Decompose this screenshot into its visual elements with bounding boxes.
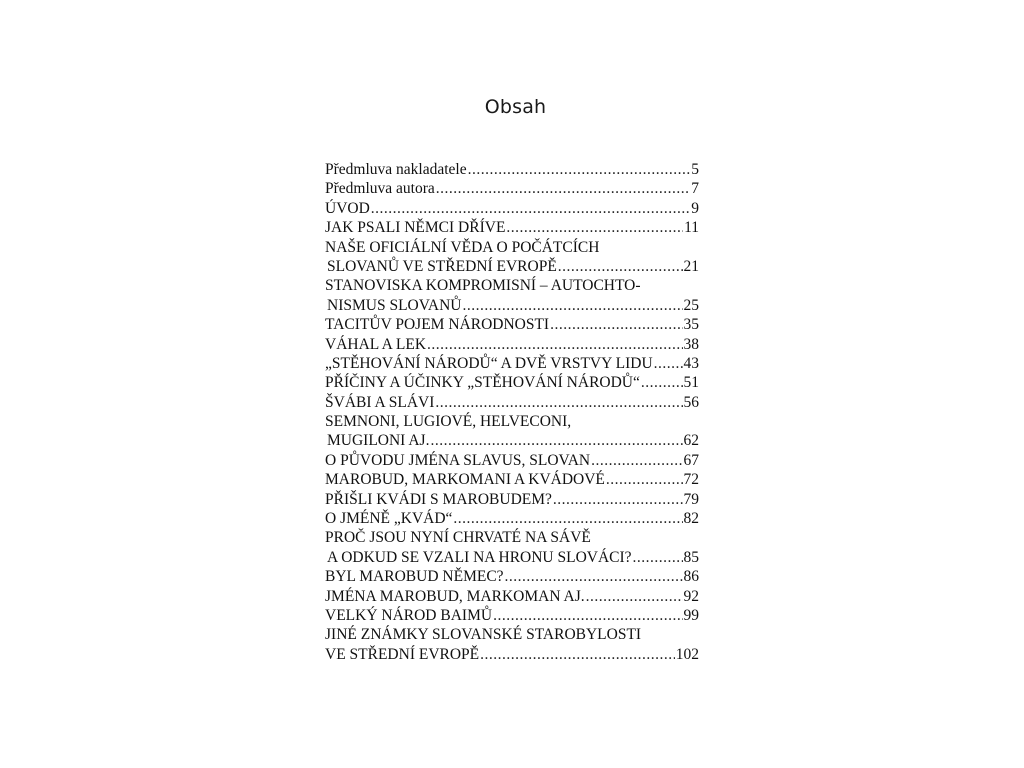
toc-entry-title: Předmluva nakladatele	[325, 161, 467, 178]
dot-leader	[493, 606, 682, 625]
dot-leader	[453, 509, 682, 528]
toc-entry-page: 43	[683, 354, 699, 372]
dot-leader	[468, 160, 691, 179]
toc-entry-page: 51	[683, 374, 699, 392]
toc-entry	[325, 509, 699, 528]
toc-entry	[325, 296, 699, 315]
page-title: Obsah	[484, 96, 547, 118]
toc-entry	[325, 606, 699, 625]
table-of-contents	[325, 160, 699, 664]
toc-entry-page: 38	[683, 335, 699, 353]
dot-leader	[606, 470, 683, 489]
toc-entry-title: NISMUS SLOVANŮ	[327, 296, 462, 314]
toc-entry-page: 7	[691, 180, 699, 198]
toc-entry	[325, 315, 699, 334]
dot-leader	[586, 587, 683, 606]
toc-entry-page: 35	[683, 316, 699, 334]
dot-leader	[506, 218, 683, 237]
toc-entry-page: 86	[683, 568, 699, 586]
toc-entry-title: VE STŘEDNÍ EVROPĚ	[325, 645, 480, 663]
toc-entry-title: VELKÝ NÁROD BAIMŮ	[325, 606, 493, 624]
toc-entry-page: 56	[683, 393, 699, 411]
toc-entry	[325, 431, 699, 450]
dot-leader	[550, 315, 682, 334]
toc-entry-title: PŘÍČINY A ÚČINKY „STĚHOVÁNÍ NÁRODŮ“	[325, 374, 640, 392]
dot-leader	[427, 335, 682, 354]
toc-entry-title: A ODKUD SE VZALI NA HRONU SLOVÁCI?	[327, 548, 632, 566]
toc-entry	[325, 625, 699, 644]
toc-entry	[325, 470, 699, 489]
toc-entry	[325, 645, 699, 664]
toc-entry	[325, 238, 699, 257]
toc-entry-title: VÁHAL A LEK	[325, 335, 427, 353]
toc-entry	[325, 354, 699, 373]
toc-entry-title: Předmluva autora	[325, 180, 435, 198]
toc-entry-page: 85	[683, 548, 699, 566]
toc-entry	[325, 528, 699, 547]
toc-entry	[325, 257, 699, 276]
dot-leader	[436, 179, 690, 198]
toc-entry	[325, 567, 699, 586]
toc-entry	[325, 490, 699, 509]
toc-entry	[325, 335, 699, 354]
toc-entry-title: O PŮVODU JMÉNA SLAVUS, SLOVAN	[325, 451, 591, 469]
toc-entry	[325, 412, 699, 431]
toc-entry	[325, 393, 699, 412]
toc-entry	[325, 218, 699, 237]
toc-entry-page: 5	[691, 161, 699, 178]
toc-entry-title: O JMÉNĚ „KVÁD“	[325, 510, 453, 528]
toc-entry-title: TACITŮV POJEM NÁRODNOSTI	[325, 316, 550, 334]
toc-entry-page: 82	[683, 510, 699, 528]
toc-entry-page: 79	[683, 490, 699, 508]
toc-entry-page: 102	[675, 645, 699, 663]
toc-entry	[325, 276, 699, 295]
toc-entry	[325, 373, 699, 392]
toc-entry-title: SEMNONI, LUGIOVÉ, HELVECONI,	[325, 413, 572, 431]
toc-entry	[325, 160, 699, 179]
dot-leader	[430, 431, 682, 450]
dot-leader	[553, 490, 683, 509]
dot-leader	[505, 567, 683, 586]
dot-leader	[371, 199, 690, 218]
toc-entry-page: 72	[683, 471, 699, 489]
toc-entry-title: PROČ JSOU NYNÍ CHRVATÉ NA SÁVĚ	[325, 529, 591, 547]
toc-entry-title: JINÉ ZNÁMKY SLOVANSKÉ STAROBYLOSTI	[325, 626, 642, 644]
toc-entry-page: 21	[683, 257, 699, 275]
toc-entry	[325, 451, 699, 470]
toc-entry-title: JMÉNA MAROBUD, MARKOMAN AJ.	[325, 587, 585, 605]
dot-leader	[633, 548, 683, 567]
dot-leader	[463, 296, 683, 315]
dot-leader	[558, 257, 683, 276]
toc-entry-page: 9	[691, 199, 699, 217]
toc-entry-title: ÚVOD	[325, 199, 370, 217]
toc-entry-page: 92	[683, 587, 699, 605]
toc-entry	[325, 199, 699, 218]
dot-leader	[591, 451, 682, 470]
toc-entry-title: JAK PSALI NĚMCI DŘÍVE	[325, 219, 506, 237]
toc-entry-title: STANOVISKA KOMPROMISNÍ – AUTOCHTO-	[325, 277, 641, 295]
toc-entry-page: 67	[683, 451, 699, 469]
toc-entry-page: 11	[684, 219, 699, 237]
toc-entry-page: 25	[683, 296, 699, 314]
toc-entry	[325, 548, 699, 567]
toc-entry-title: ŠVÁBI A SLÁVI	[325, 393, 435, 411]
toc-entry	[325, 179, 699, 198]
toc-entry-title: MAROBUD, MARKOMANI A KVÁDOVÉ	[325, 471, 605, 489]
toc-entry-title: PŘIŠLI KVÁDI S MAROBUDEM?	[325, 490, 552, 508]
dot-leader	[654, 354, 683, 373]
toc-entry	[325, 587, 699, 606]
toc-entry-title: NAŠE OFICIÁLNÍ VĚDA O POČÁTCÍCH	[325, 238, 600, 256]
dot-leader	[641, 373, 683, 392]
toc-entry-page: 99	[683, 606, 699, 624]
dot-leader	[480, 645, 675, 664]
toc-entry-title: SLOVANŮ VE STŘEDNÍ EVROPĚ	[327, 257, 557, 275]
dot-leader	[435, 393, 682, 412]
toc-entry-page: 62	[683, 432, 699, 450]
toc-entry-title: „STĚHOVÁNÍ NÁRODŮ“ A DVĚ VRSTVY LIDU	[325, 354, 653, 372]
toc-entry-title: MUGILONI AJ.	[327, 432, 430, 450]
toc-entry-title: BYL MAROBUD NĚMEC?	[325, 568, 504, 586]
